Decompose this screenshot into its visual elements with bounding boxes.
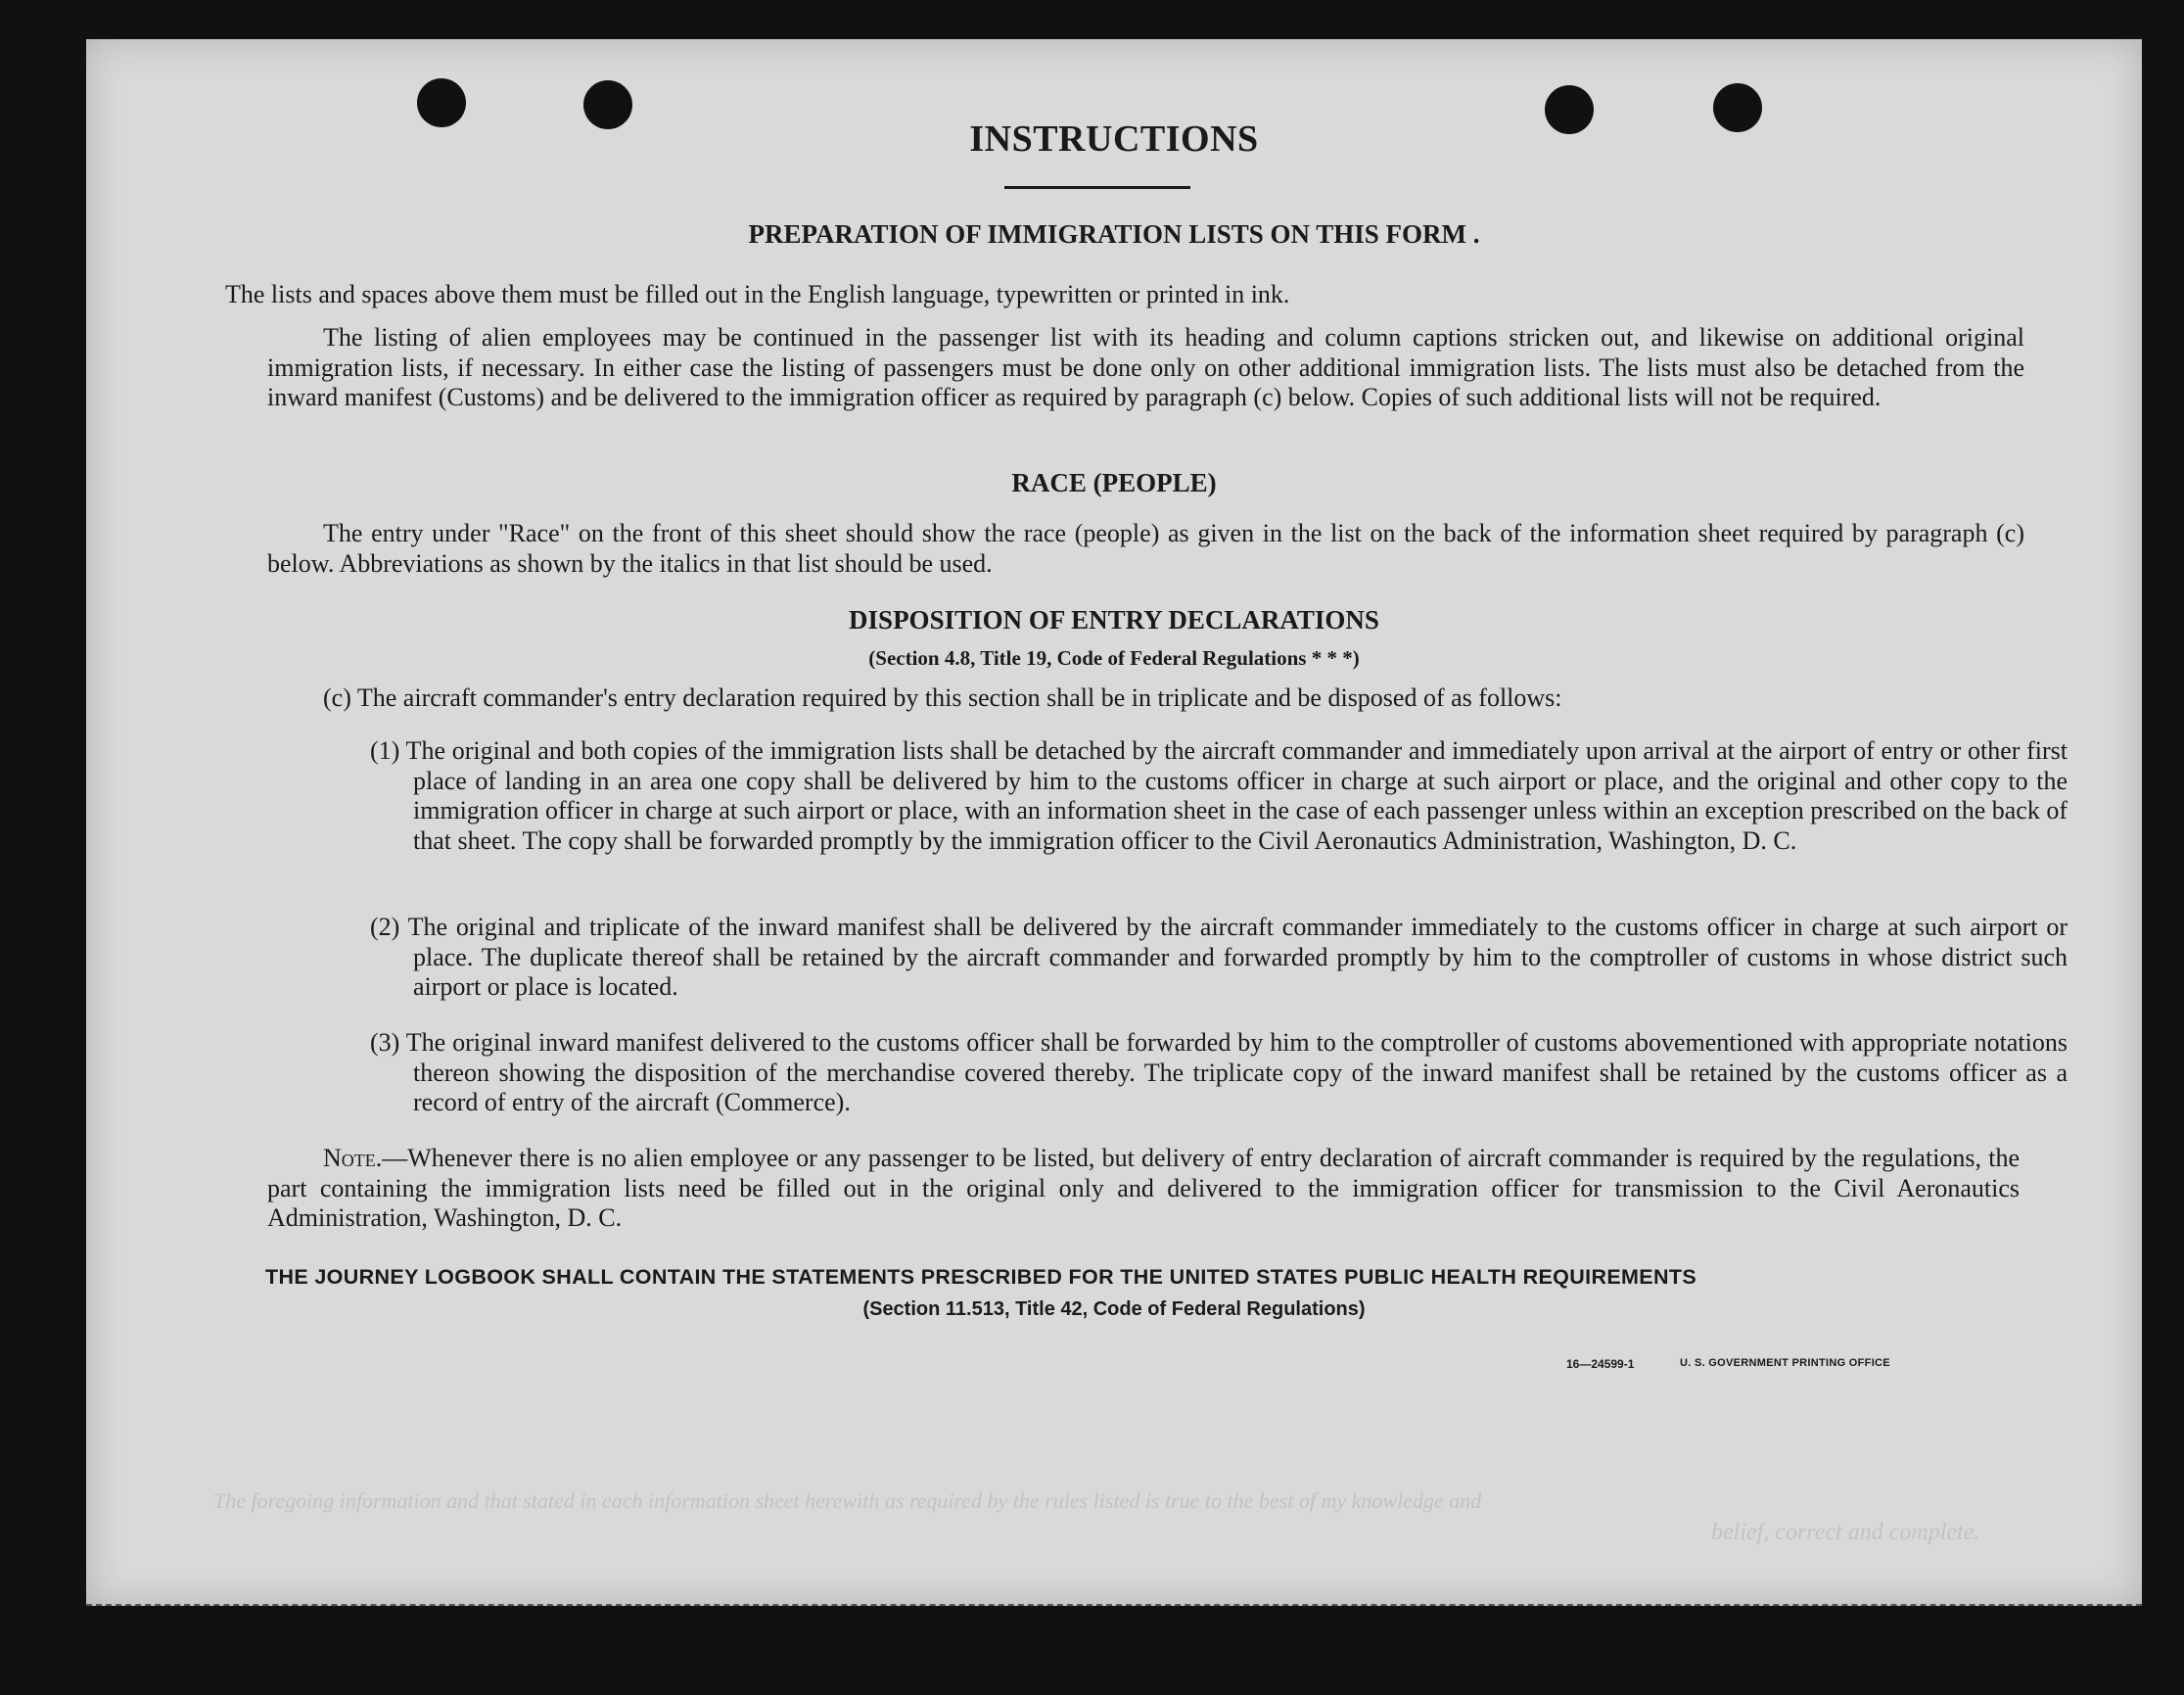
logbook-citation: (Section 11.513, Title 42, Code of Federal Regulations) <box>862 1298 1366 1320</box>
preparation-paragraph-1: The lists and spaces above them must be filled out in the English language, typewritten or printed in ink. <box>225 280 1290 308</box>
document-page <box>86 39 2142 1606</box>
disposition-intro: (c) The aircraft commander's entry declaration required by this section shall be in triplicate and be disposed of as follows: <box>323 683 1562 712</box>
bleed-through-text-2: belief, correct and complete. <box>1711 1520 1980 1545</box>
note-paragraph <box>267 1144 2020 1234</box>
disposition-item-1: (1) The original and both copies of the immigration lists shall be detached by the aircraft commander and immediately upon arrival at the airport of entry or other first place of landing in an area one copy shall be delivered by him to the customs officer in charge at such airport or place, and the original and other copy to the immigration officer in charge at such airport or place, with an information sheet in the case of each passenger unless within an exception prescribed on the back of that sheet. The copy shall be forwarded promptly by the immigration officer to the Civil Aeronautics Administration, Washington, D. C. <box>370 736 2068 855</box>
page-title: INSTRUCTIONS <box>969 118 1259 160</box>
note-text: —Whenever there is no alien employee or any passenger to be listed, but delivery of entry declaration of aircraft commander is required by the regulations, the part containing the immigration lists need be filled out in the original only and delivered to the immigration officer for transmission to the Civil Aeronautics Administration, Washington, D. C. <box>267 1144 2020 1232</box>
print-number: 16—24599-1 <box>1566 1357 1635 1371</box>
logbook-statement: THE JOURNEY LOGBOOK SHALL CONTAIN THE STATEMENTS PRESCRIBED FOR THE UNITED STATES PUBLIC HEALTH REQUIREMENTS <box>265 1265 1697 1289</box>
bleed-through-text-1: The foregoing information and that stated in each information sheet herewith as required by the rules listed is true to the best of my knowledge and <box>213 1488 1482 1513</box>
race-paragraph: The entry under "Race" on the front of this sheet should show the race (people) as given in the list on the back of the information sheet required by paragraph (c) below. Abbreviations as shown by the italics in that list should be used. <box>267 519 2024 578</box>
preparation-paragraph-2: The listing of alien employees may be continued in the passenger list with its heading and column captions stricken out, and likewise on additional original immigration lists, if necessary. In either case the listing of passengers must be done only on other additional immigration lists. The lists must also be detached from the inward manifest (Customs) and be delivered to the immigration officer as required by paragraph (c) below. Copies of such additional lists will not be required. <box>267 323 2024 411</box>
heading-preparation: PREPARATION OF IMMIGRATION LISTS ON THIS FORM . <box>748 219 1480 249</box>
note-label: Note. <box>323 1144 383 1172</box>
printer-imprint: U. S. GOVERNMENT PRINTING OFFICE <box>1680 1357 1890 1369</box>
title-underline <box>1004 186 1190 189</box>
heading-race: RACE (PEOPLE) <box>1011 468 1217 497</box>
disposition-item-3: (3) The original inward manifest delivered to the customs officer shall be forwarded by him to the comptroller of customs abovementioned with appropriate notations thereon showing the disposition of the merchandise covered thereby. The triplicate copy of the inward manifest shall be retained by the customs officer as a record of entry of the aircraft (Commerce). <box>370 1028 2068 1116</box>
heading-disposition: DISPOSITION OF ENTRY DECLARATIONS <box>849 605 1379 635</box>
disposition-item-2: (2) The original and triplicate of the inward manifest shall be delivered by the aircraft commander immediately to the customs officer in charge at such airport or place. The duplicate thereof shall be retained by the aircraft commander and forwarded promptly by him to the comptroller of customs in whose district such airport or place is located. <box>370 913 2068 1001</box>
disposition-citation: (Section 4.8, Title 19, Code of Federal Regulations * * *) <box>868 646 1360 670</box>
perforation-line <box>86 1604 2142 1606</box>
